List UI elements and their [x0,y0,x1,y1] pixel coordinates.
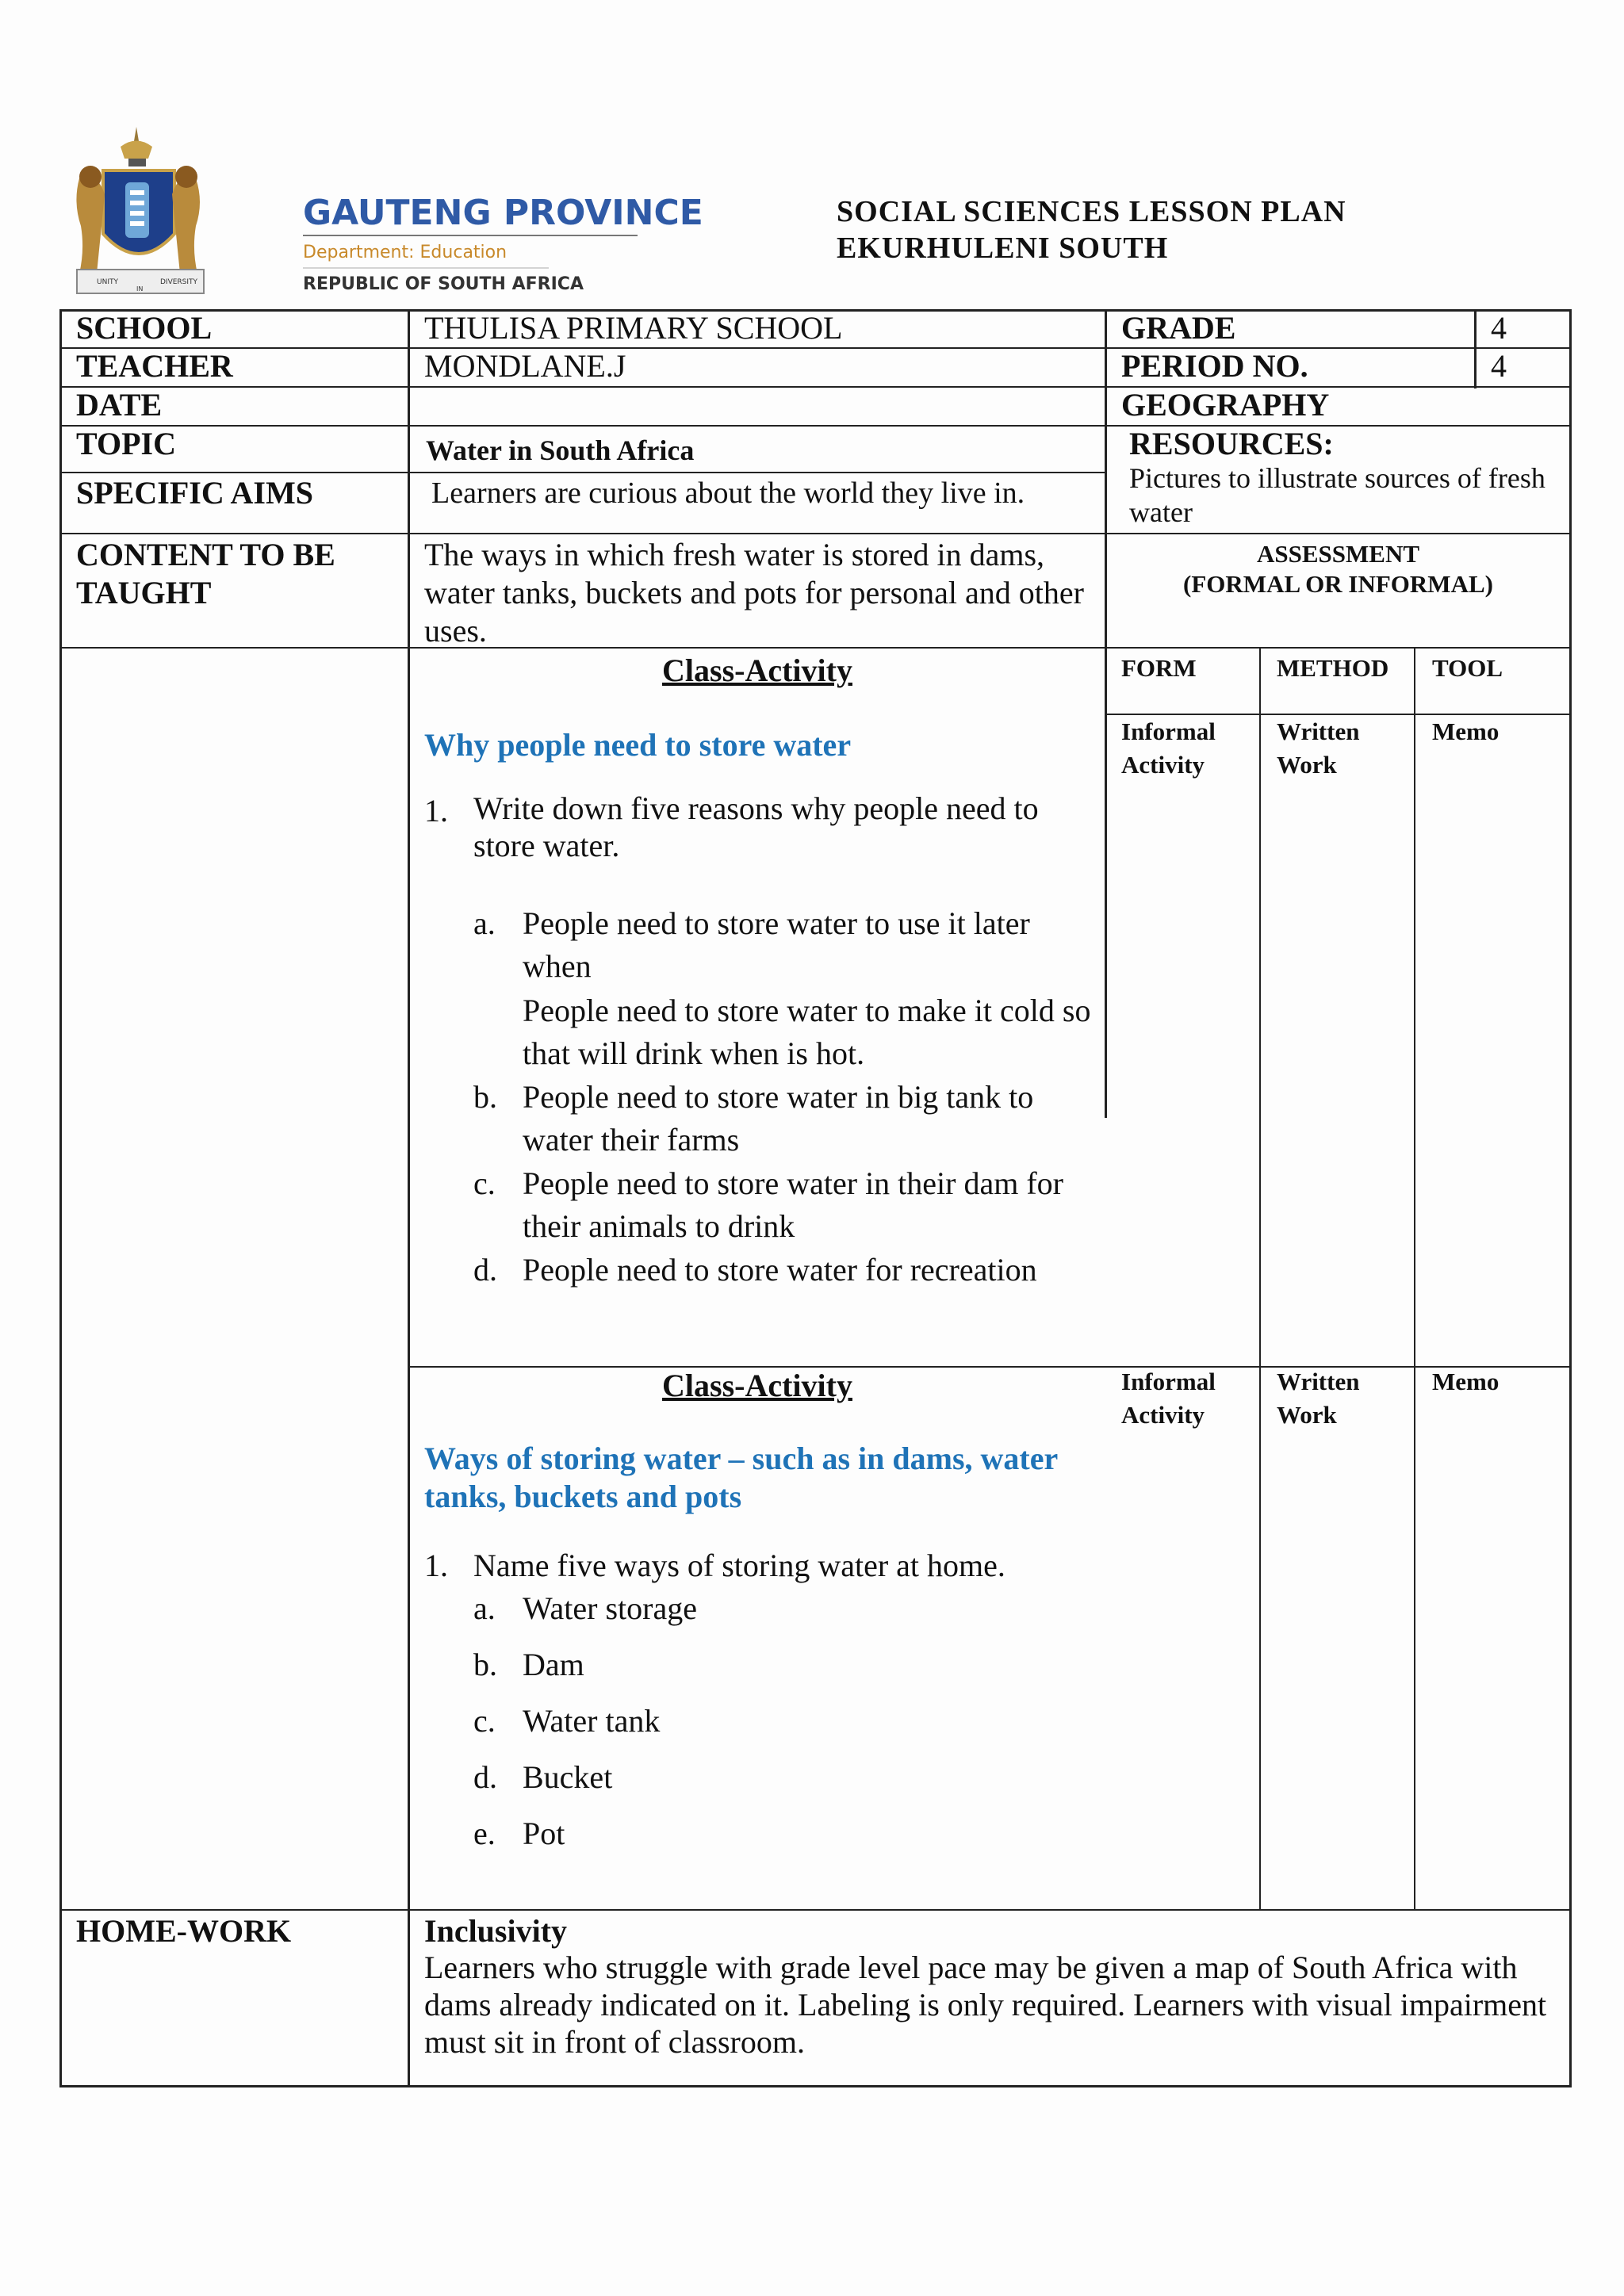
activity-1-method: Written Work [1277,718,1360,779]
inclusivity-heading: Inclusivity [424,1913,568,1949]
activity-1-answer: c. People need to store water in their dam for their animals to drink [473,1165,1063,1244]
grade-value: 4 [1491,310,1507,346]
activity-2-method: Written Work [1277,1368,1360,1429]
activity-1-title: Class-Activity [662,652,852,688]
coat-of-arms-icon [76,127,204,293]
school-label: SCHOOL [76,310,213,346]
activity-1-heading: Why people need to store water [424,727,852,763]
form-header: FORM [1121,654,1197,682]
activity-2-answer: e. Pot [473,1816,565,1851]
grade-label: GRADE [1121,310,1236,346]
activity-2-answer: d. Bucket [473,1759,613,1795]
teacher-label: TEACHER [76,348,233,384]
assessment-subtitle: (FORMAL OR INFORMAL) [1183,570,1493,598]
content-label: CONTENT TO BE TAUGHT [76,537,335,610]
activity-1-answer: d. People need to store water for recreation [473,1252,1037,1288]
specific-aims-value: Learners are curious about the world they live in. [431,476,1025,510]
date-label: DATE [76,387,163,423]
resources-value: Pictures to illustrate sources of fresh water [1129,462,1545,528]
topic-value: Water in South Africa [426,434,695,466]
svg-text:GAUTENG PROVINCE: GAUTENG PROVINCE [303,193,703,233]
activity-2-answer: c. Water tank [473,1703,661,1739]
activity-2-title: Class-Activity [662,1368,852,1403]
activity-1-form: Informal Activity [1121,718,1216,779]
teacher-value: MONDLANE.J [424,348,626,384]
activity-1-answer: b. People need to store water in big tank to water their farms [473,1079,1034,1158]
activity-2-heading: Ways of storing water – such as in dams, water tanks, buckets and pots [424,1441,1058,1514]
svg-text:REPUBLIC OF SOUTH AFRICA: REPUBLIC OF SOUTH AFRICA [303,274,584,294]
gauteng-province-logo [73,115,703,301]
activity-2-tool: Memo [1432,1368,1500,1395]
svg-text:IN: IN [136,285,144,293]
activity-2-answer: b. Dam [473,1647,584,1682]
period-label: PERIOD NO. [1121,348,1308,384]
activity-1-answer: People need to store water to make it cold so that will drink when is hot. [523,993,1091,1071]
svg-text:UNITY: UNITY [97,278,118,286]
activity-2-form: Informal Activity [1121,1368,1216,1429]
assessment-label: ASSESSMENT [1256,540,1420,568]
svg-text:Department: Education: Department: Education [303,243,508,262]
activity-1-question: 1. Write down five reasons why people need to store water. [424,790,1039,863]
subject-value: GEOGRAPHY [1121,387,1330,423]
method-header: METHOD [1277,654,1389,682]
activity-1-answer: a. People need to store water to use it later when [473,905,1030,984]
specific-aims-label: SPECIFIC AIMS [76,475,313,511]
period-value: 4 [1491,348,1507,384]
svg-text:DIVERSITY: DIVERSITY [160,278,198,286]
inclusivity-text: Learners who struggle with grade level pace may be given a map of South Africa with dams already indicated on it. Labeling is only required. Learners with visual impairment must sit in front of classroom. [424,1950,1547,2060]
activity-2-question: 1. Name five ways of storing water at home. [424,1548,1005,1583]
school-value: THULISA PRIMARY SCHOOL [424,310,843,346]
resources-label: RESOURCES: [1129,426,1334,461]
homework-label: HOME-WORK [76,1913,292,1949]
tool-header: TOOL [1432,654,1503,682]
district-name: EKURHULENI SOUTH [837,232,1169,265]
content-value: The ways in which fresh water is stored in dams, water tanks, buckets and pots for personal and other uses. [424,537,1084,649]
activity-2-answer: a. Water storage [473,1590,697,1626]
activity-1-tool: Memo [1432,718,1500,745]
topic-label: TOPIC [76,426,176,461]
document-title: SOCIAL SCIENCES LESSON PLAN [837,195,1346,228]
